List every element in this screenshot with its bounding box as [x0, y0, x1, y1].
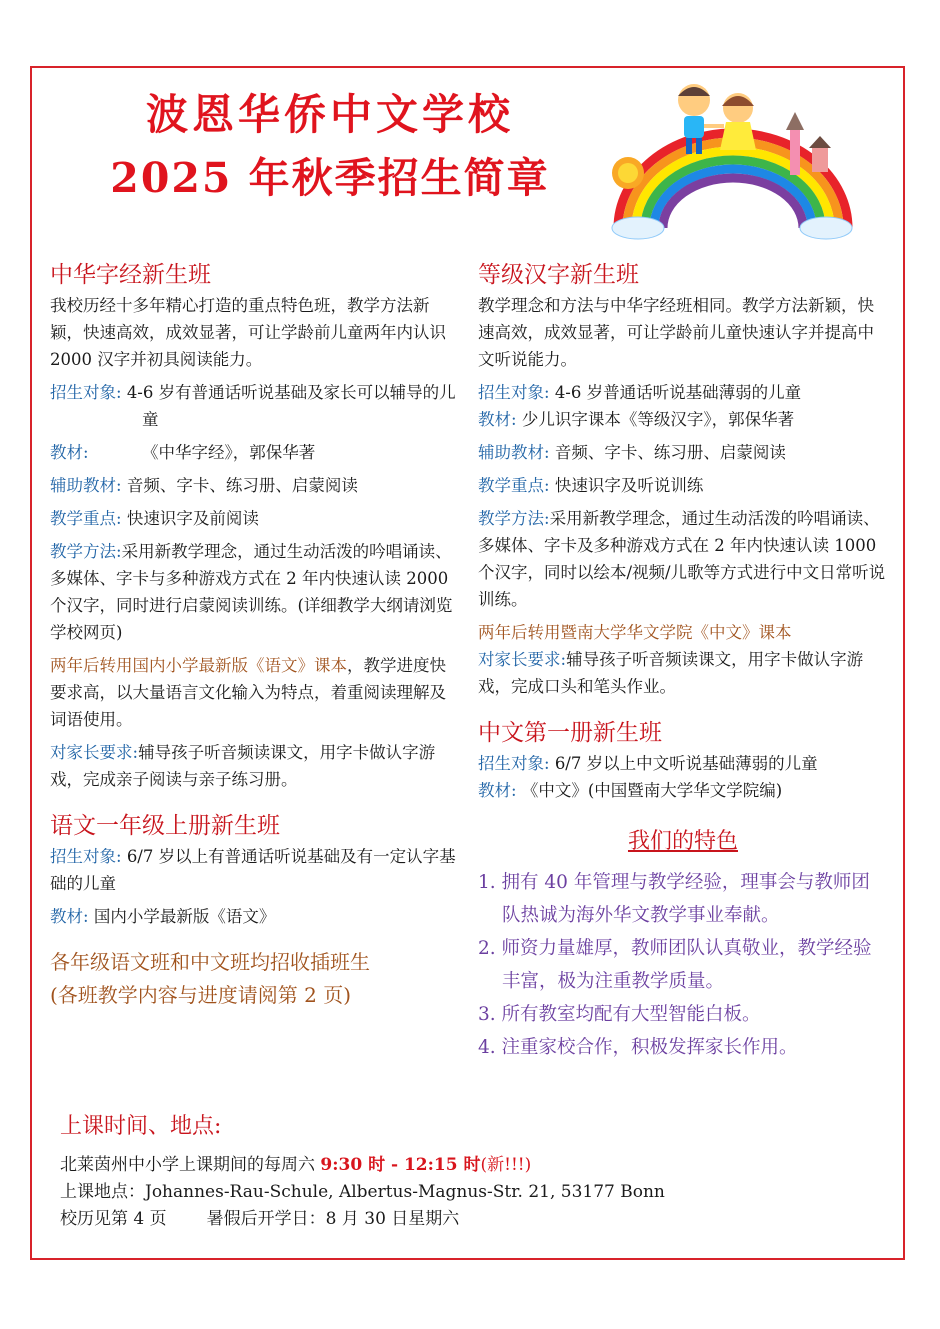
method-label: 教学方法:	[50, 542, 122, 561]
focus-row	[50, 505, 460, 532]
aux-row	[50, 472, 460, 499]
target-value: 4-6 岁普通话听说基础薄弱的儿童	[554, 383, 802, 402]
target-label: 招生对象:	[50, 847, 122, 866]
schedule-location: 上课地点：Johannes-Rau-Schule, Albertus-Magnus-Str. 21, 53177 Bonn	[60, 1182, 665, 1202]
right-column	[478, 258, 888, 1064]
kids-on-rainbow-illustration	[598, 78, 868, 243]
aux-label: 辅助教材:	[50, 476, 122, 495]
schedule-heading: 上课时间、地点:	[60, 1114, 222, 1139]
method-value: 采用新教学理念，通过生动活泼的吟唱诵读、多媒体、字卡及多种游戏方式在 2 年内快速认读 1000 个汉字，同时以绘本/视频/儿歌等方式进行中文日常听说训练。	[478, 509, 886, 609]
textbook-label: 教材:	[478, 781, 517, 800]
textbook-value: 少儿识字课本《等级汉字》，郭保华著	[521, 410, 795, 429]
target-value: 6/7 岁以上有普通话听说基础及有一定认字基础的儿童	[50, 847, 456, 893]
section-intro: 我校历经十多年精心打造的重点特色班，教学方法新颖，快速高效，成效显著，可让学龄前儿童两年内认识 2000 汉字并初具阅读能力。	[50, 296, 446, 369]
textbook-value: 国内小学最新版《语文》	[93, 907, 276, 926]
section-heading-zhongwen: 中文第一册新生班	[478, 720, 662, 746]
textbook-row	[478, 406, 888, 433]
parent-row	[478, 646, 888, 700]
section-intro: 教学理念和方法与中华字经班相同。教学方法新颖，快速高效，成效显著，可让学龄前儿童快速认字并提高中文听说能力。	[478, 296, 874, 369]
school-name-title: 波恩华侨中文学校	[145, 90, 514, 139]
parent-row	[50, 739, 460, 793]
target-row	[50, 843, 460, 897]
textbook-value: 《中文》(中国暨南大学华文学院编)	[521, 781, 783, 800]
section-heading-yuwen: 语文一年级上册新生班	[50, 813, 280, 839]
features-list	[478, 866, 888, 1064]
focus-label: 教学重点:	[478, 476, 550, 495]
feature-item: 2. 师资力量雄厚，教师团队认真敬业，教学经验丰富，极为注重教学质量。	[478, 938, 872, 992]
transfer-row	[50, 652, 460, 733]
section-heading-zhonghua: 中华字经新生班	[50, 262, 211, 288]
parent-value: 辅导孩子听音频读课文，用字卡做认字游戏，完成口头和笔头作业。	[478, 650, 864, 696]
enrollment-title: 2025 年秋季招生简章	[110, 154, 550, 202]
textbook-label: 教材:	[50, 907, 89, 926]
target-label: 招生对象:	[478, 383, 550, 402]
transfer-highlight: 两年后转用国内小学最新版《语文》课本	[50, 656, 347, 675]
transfer-row: 两年后转用暨南大学华文学院《中文》课本	[478, 623, 792, 642]
method-row	[478, 505, 888, 613]
transfer-rest: ，教学进度快要求高，以大量语言文化输入为特点，着重阅读理解及词语使用。	[50, 656, 446, 729]
focus-row	[478, 472, 888, 499]
transfer-note-line2: (各班教学内容与进度请阅第 2 页)	[50, 983, 352, 1007]
parent-label: 对家长要求:	[50, 743, 139, 762]
parent-label: 对家长要求:	[478, 650, 567, 669]
target-label: 招生对象:	[478, 754, 550, 773]
method-label: 教学方法:	[478, 509, 550, 528]
aux-value: 音频、字卡、练习册、启蒙阅读	[126, 476, 358, 495]
target-label: 招生对象:	[50, 383, 122, 402]
focus-value: 快速识字及前阅读	[126, 509, 259, 528]
left-column	[50, 258, 460, 1012]
textbook-value: 《中华字经》，郭保华著	[142, 443, 316, 462]
method-value: 采用新教学理念，通过生动活泼的吟唱诵读、多媒体、字卡与多种游戏方式在 2 年内快速认读 2000 个汉字，同时进行启蒙阅读训练。(详细教学大纲请浏览学校网页)	[50, 542, 453, 642]
features-title: 我们的特色	[627, 829, 738, 854]
time-new-badge: (新!!!)	[480, 1155, 532, 1175]
target-row	[478, 750, 888, 777]
target-value: 6/7 岁以上中文听说基础薄弱的儿童	[554, 754, 818, 773]
aux-row	[478, 439, 888, 466]
time-prefix: 北莱茵州中小学上课期间的每周六	[60, 1155, 321, 1175]
aux-value: 音频、字卡、练习册、启蒙阅读	[554, 443, 786, 462]
focus-value: 快速识字及听说训练	[554, 476, 704, 495]
target-row	[50, 379, 460, 433]
schedule-section	[60, 1110, 880, 1233]
focus-label: 教学重点:	[50, 509, 122, 528]
feature-item: 3. 所有教室均配有大型智能白板。	[478, 1004, 761, 1025]
section-heading-dengji: 等级汉字新生班	[478, 262, 639, 288]
aux-label: 辅助教材:	[478, 443, 550, 462]
transfer-note-line1: 各年级语文班和中文班均招收插班生	[50, 950, 370, 974]
method-row	[50, 538, 460, 646]
schedule-time	[60, 1152, 880, 1179]
target-value: 4-6 岁有普通话听说基础及家长可以辅导的儿童	[126, 383, 456, 429]
textbook-row	[50, 903, 460, 930]
time-value: 9:30 时 - 12:15 时	[320, 1155, 481, 1175]
parent-value: 辅导孩子听音频读课文，用字卡做认字游戏，完成亲子阅读与亲子练习册。	[50, 743, 436, 789]
start-date: 暑假后开学日：8 月 30 日星期六	[206, 1209, 460, 1229]
textbook-label: 教材:	[478, 410, 517, 429]
textbook-row	[50, 439, 460, 466]
textbook-label: 教材:	[50, 443, 89, 462]
calendar-note: 校历见第 4 页	[60, 1209, 167, 1229]
schedule-dates	[60, 1206, 880, 1233]
target-row	[478, 379, 888, 406]
feature-item: 1. 拥有 40 年管理与教学经验，理事会与教师团队热诚为海外华文教学事业奉献。	[478, 872, 870, 926]
feature-item: 4. 注重家校合作，积极发挥家长作用。	[478, 1037, 798, 1058]
textbook-row	[478, 777, 888, 804]
